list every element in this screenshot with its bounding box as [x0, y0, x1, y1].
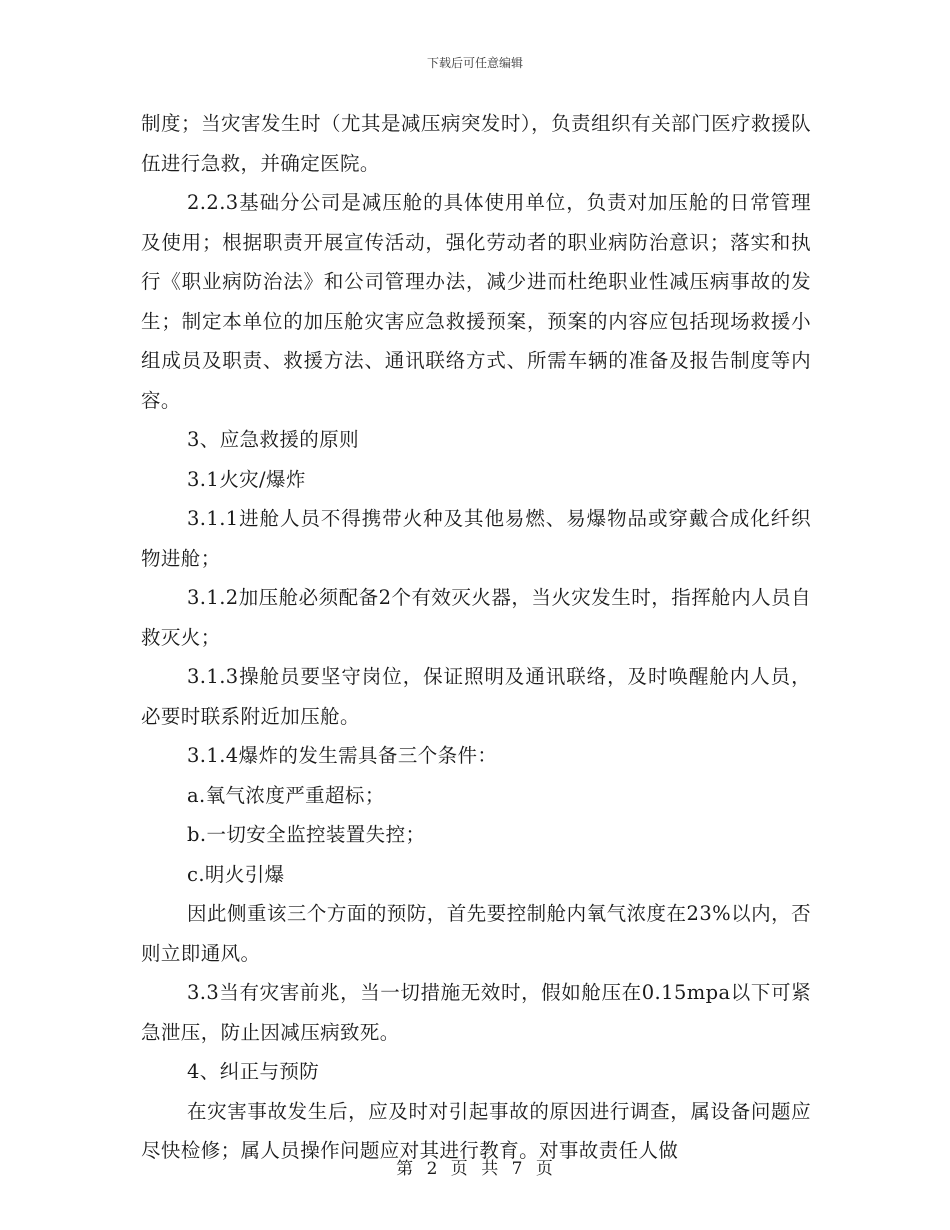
paragraph-2: 2.2.3基础分公司是减压舱的具体使用单位，负责对加压舱的日常管理及使用；根据职责开展宣传活动，强化劳动者的职业病防治意识；落实和执行《职业病防治法》和公司管理办法，减少进而杜绝职业性减压病事故的发生；制定本单位的加压舱灾害应急救援预案，预案的内容应包括现场救援小组成员及职责、救援方法、通讯联络方式、所需车辆的准备及报告制度等内容。	[141, 191, 811, 412]
page-header: 下载后可任意编辑	[426, 56, 523, 70]
paragraph-correction: 在灾害事故发生后，应及时对引起事故的原因进行调查，属设备问题应尽快检修；属人员操作问题应对其进行教育。对事故责任人做	[141, 1099, 811, 1162]
list-item-a: a.氧气浓度严重超标；	[187, 783, 385, 807]
paragraph-3-1-2: 3.1.2加压舱必须配备2个有效灭火器，当火灾发生时，指挥舱内人员自救灭火；	[141, 586, 811, 649]
document-body	[141, 104, 811, 1171]
footer-current-page: 2	[426, 1159, 439, 1179]
page-footer	[0, 1154, 950, 1179]
footer-total-word: 共	[481, 1159, 500, 1179]
list-item-c: c.明火引爆	[187, 862, 285, 886]
paragraph-3-1-1: 3.1.1进舱人员不得携带火种及其他易燃、易爆物品或穿戴合成化纤织物进舱；	[141, 507, 811, 570]
footer-total-pages: 7	[511, 1159, 524, 1179]
paragraph-1: 制度；当灾害发生时（尤其是减压病突发时），负责组织有关部门医疗救援队伍进行急救，并确定医院。	[141, 112, 811, 175]
footer-page-unit: 页	[450, 1159, 469, 1179]
subsection-heading-3-1: 3.1火灾/爆炸	[187, 467, 306, 491]
footer-prefix: 第	[396, 1159, 415, 1179]
section-heading-3: 3、应急救援的原则	[187, 428, 360, 451]
paragraph-3-1-3: 3.1.3操舱员要坚守岗位，保证照明及通讯联络，及时唤醒舱内人员，必要时联系附近加压舱。	[141, 665, 811, 728]
paragraph-prevention: 因此侧重该三个方面的预防，首先要控制舱内氧气浓度在23%以内，否则立即通风。	[141, 902, 811, 965]
list-item-b: b.一切安全监控装置失控；	[187, 823, 426, 846]
footer-page-unit-2: 页	[535, 1159, 554, 1179]
paragraph-3-3: 3.3当有灾害前兆，当一切措施无效时，假如舱压在0.15mpa以下可紧急泄压，防止因减压病致死。	[141, 981, 811, 1044]
section-heading-4: 4、纠正与预防	[187, 1060, 320, 1083]
paragraph-3-1-4: 3.1.4爆炸的发生需具备三个条件：	[187, 744, 498, 767]
